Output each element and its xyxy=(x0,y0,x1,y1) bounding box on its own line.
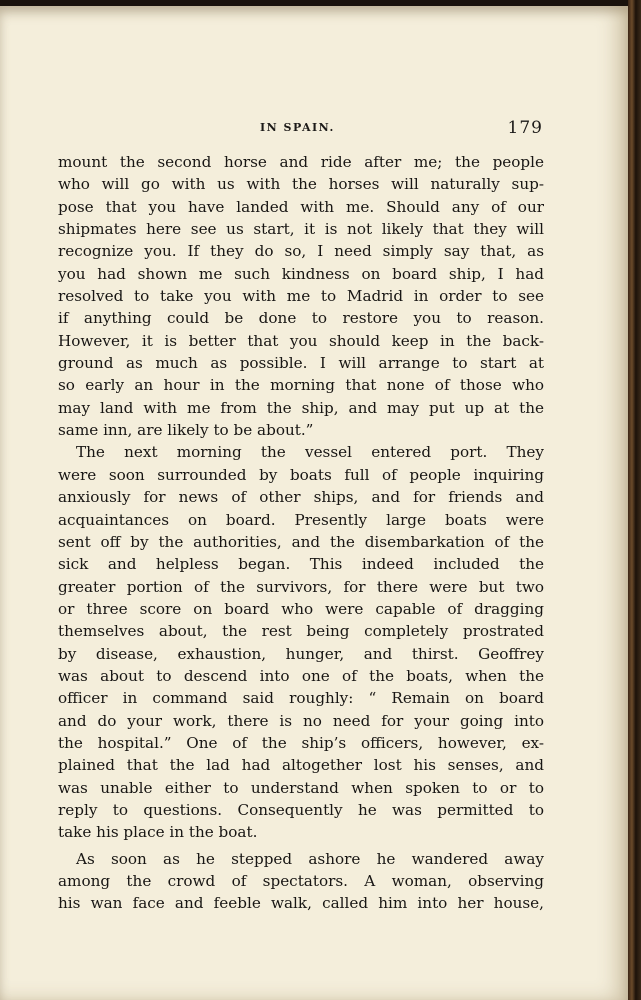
text-line: among the crowd of spectators. A woman, observing xyxy=(58,872,544,890)
text-line: was about to descend into one of the boats, when the xyxy=(58,666,544,685)
text-line: same inn, are likely to be about.” xyxy=(58,421,314,440)
running-head xyxy=(60,119,543,141)
text-line: resolved to take you with me to Madrid in order to see xyxy=(58,287,544,306)
text-line: or three score on board who were capable of dragging xyxy=(58,599,544,618)
text-line: may land with me from the ship, and may put up at the xyxy=(58,398,544,417)
text-line: acquaintances on board. Presently large boats were xyxy=(58,510,544,529)
page-number: 179 xyxy=(507,118,543,138)
text-line: ground as much as possible. I will arrange to start at xyxy=(58,354,544,373)
text-line: the hospital.” One of the ship’s officers, however, ex- xyxy=(58,733,544,752)
text-line: who will go with us with the horses will naturally sup- xyxy=(58,175,544,194)
running-title: IN SPAIN. xyxy=(260,121,335,134)
text-line: his wan face and feeble walk, called him into her house, xyxy=(58,894,544,913)
text-line: officer in command said roughly: “ Remain on board xyxy=(58,689,544,708)
text-line: As soon as he stepped ashore he wandered away xyxy=(76,849,544,868)
page-edge-shadow xyxy=(628,0,641,1000)
text-line: However, it is better that you should keep in the back- xyxy=(58,331,544,350)
text-line: shipmates here see us start, it is not likely that they will xyxy=(58,220,544,239)
body-text xyxy=(58,151,544,915)
text-line: you had shown me such kindness on board ship, I had xyxy=(58,264,544,283)
text-line: reply to questions. Consequently he was permitted to xyxy=(58,800,544,819)
text-line: sick and helpless began. This indeed included the xyxy=(58,555,544,574)
text-line: plained that the lad had altogether lost his senses, and xyxy=(58,756,544,775)
text-line: themselves about, the rest being completely prostrated xyxy=(58,622,544,641)
text-line: mount the second horse and ride after me; the people xyxy=(58,153,544,171)
text-line: recognize you. If they do so, I need simply say that, as xyxy=(58,242,544,261)
text-line: if anything could be done to restore you to reason. xyxy=(58,309,544,328)
text-line: anxiously for news of other ships, and for friends and xyxy=(58,488,544,507)
text-line: greater portion of the survivors, for there were but two xyxy=(58,577,544,596)
book-page xyxy=(0,6,628,1000)
text-line: pose that you have landed with me. Should any of our xyxy=(58,197,544,216)
text-line: so early an hour in the morning that none of those who xyxy=(58,376,544,395)
text-line: were soon surrounded by boats full of people inquiring xyxy=(58,465,544,484)
text-line: take his place in the boat. xyxy=(58,823,258,842)
text-line: The next morning the vessel entered port. They xyxy=(76,443,544,462)
text-line: and do your work, there is no need for your going into xyxy=(58,711,544,730)
text-line: by disease, exhaustion, hunger, and thirst. Geoffrey xyxy=(58,644,544,663)
text-line: was unable either to understand when spoken to or to xyxy=(58,778,544,797)
text-line: sent off by the authorities, and the disembarkation of the xyxy=(58,532,544,551)
